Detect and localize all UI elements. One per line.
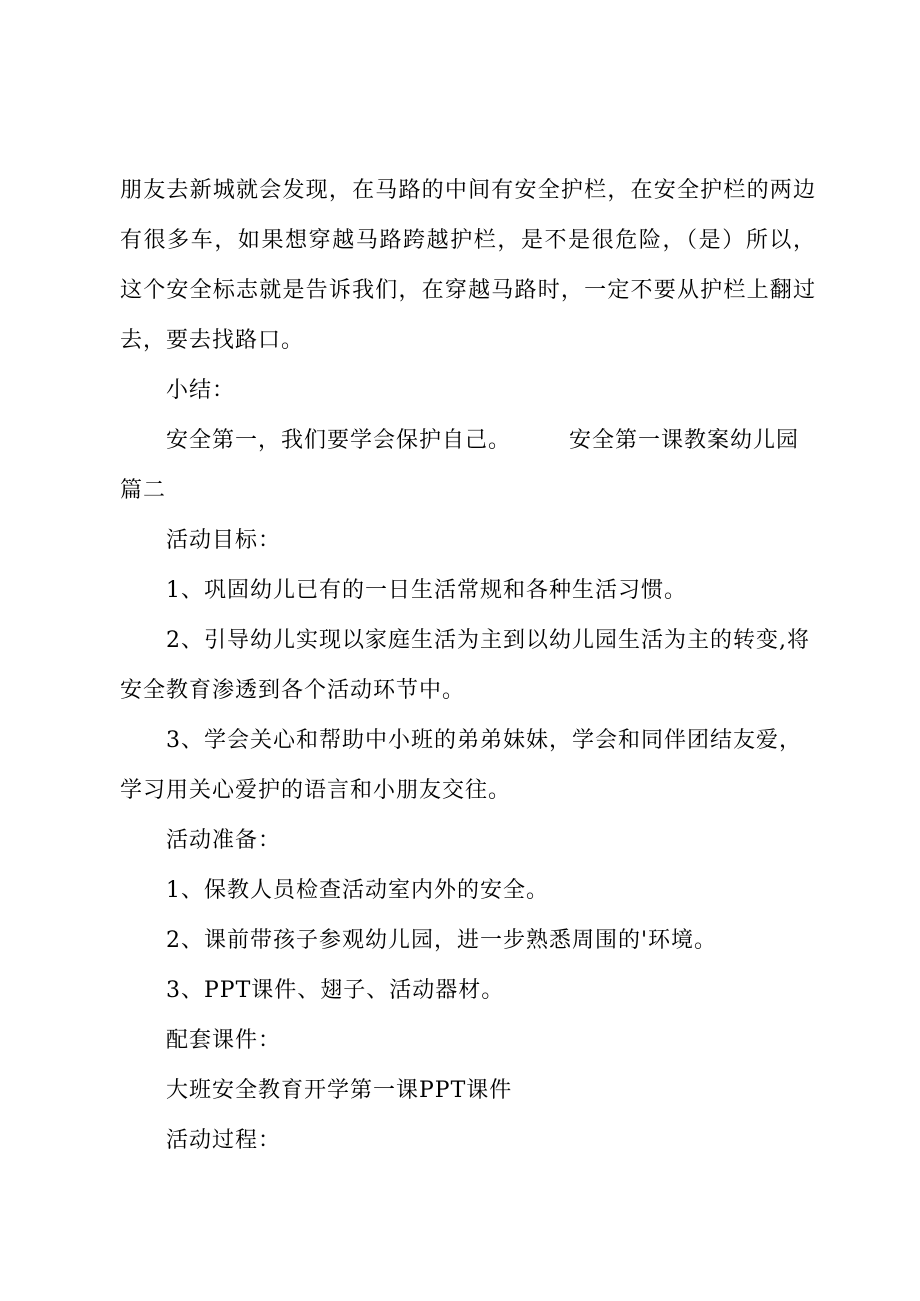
heading-activity-preparation: 活动准备：: [166, 828, 282, 853]
list-item-prep-3: 3、PPT课件、翅子、活动器材。: [166, 978, 505, 1003]
heading-activity-process: 活动过程：: [166, 1128, 282, 1153]
list-item-goal-2: 2、引导幼儿实现以家庭生活为主到以幼儿园生活为主的转变,将安全教育渗透到各个活动环节中。: [120, 628, 810, 703]
list-item-prep-2: 2、课前带孩子参观幼儿园，进一步熟悉周围的'环境。: [166, 928, 718, 953]
heading-courseware: 配套课件：: [166, 1028, 282, 1053]
document-body: [120, 166, 816, 1166]
paragraph-summary-heading: 小结：: [166, 378, 236, 403]
paragraph-safety-first: 安全第一，我们要学会保护自己。 安全第一课教案幼儿园篇二: [120, 428, 800, 503]
list-item-goal-3: 3、学会关心和帮助中小班的弟弟妹妹，学会和同伴团结友爱，学习用关心爱护的语言和小朋友交往。: [120, 728, 802, 803]
list-item-prep-1: 1、保教人员检查活动室内外的安全。: [166, 878, 549, 903]
heading-activity-goals: 活动目标：: [166, 528, 282, 553]
paragraph-courseware-title: 大班安全教育开学第一课PPT课件: [166, 1078, 513, 1103]
list-item-goal-1: 1、巩固幼儿已有的一日生活常规和各种生活习惯。: [166, 578, 687, 603]
paragraph-safety-barrier: 朋友去新城就会发现，在马路的中间有安全护栏，在安全护栏的两边有很多车，如果想穿越马路跨越护栏，是不是很危险，（是）所以，这个安全标志就是告诉我们，在穿越马路时，一定不要从护栏上翻过去，要去找路口。: [120, 178, 816, 353]
